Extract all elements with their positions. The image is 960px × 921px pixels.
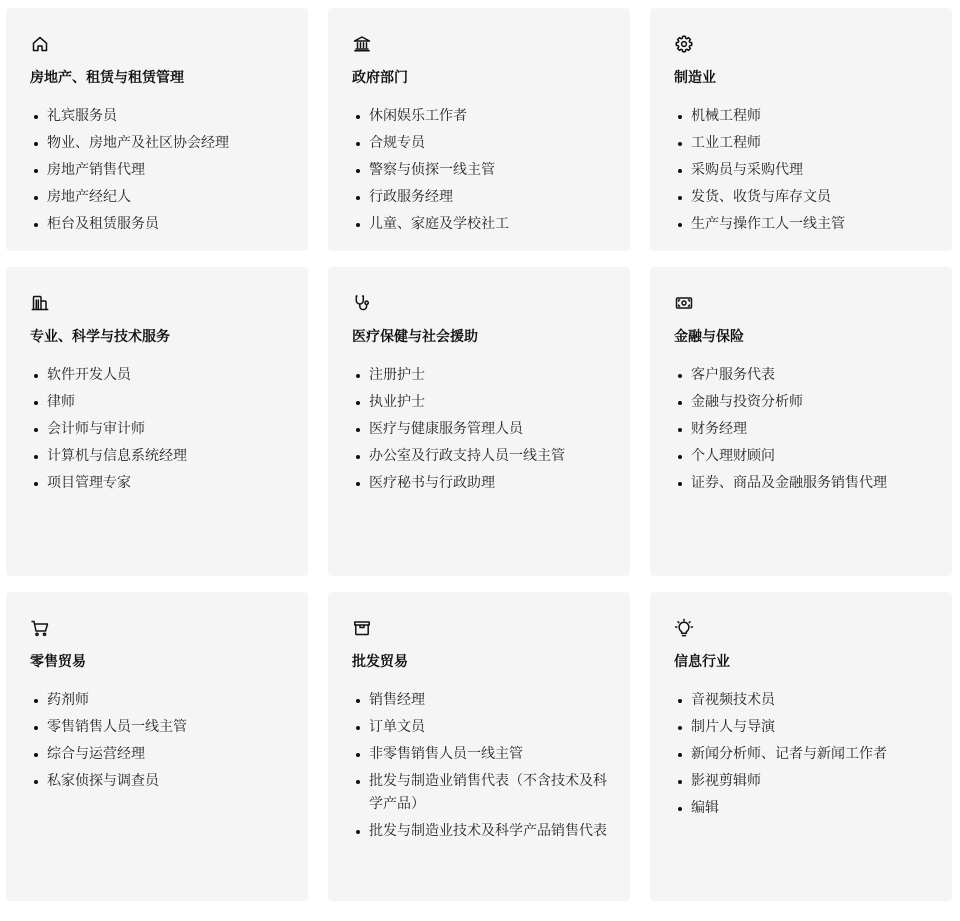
card-real-estate: [6, 8, 308, 251]
card-title: 批发贸易: [352, 654, 408, 670]
job-item: 合规专员: [352, 132, 612, 155]
job-item: 药剂师: [30, 689, 290, 712]
job-list: [674, 364, 934, 495]
home-icon: [30, 34, 50, 54]
job-item: 发货、收货与库存文员: [674, 186, 934, 209]
job-list: [30, 105, 290, 236]
shopping-cart-icon: [30, 618, 50, 638]
card-government: [328, 8, 630, 251]
job-list: [674, 105, 934, 236]
job-list: [352, 364, 612, 495]
job-item: 新闻分析师、记者与新闻工作者: [674, 743, 934, 766]
bank-icon: [352, 34, 372, 54]
job-item: 个人理财顾问: [674, 445, 934, 468]
job-item: 编辑: [674, 797, 934, 820]
card-title: 房地产、租赁与租赁管理: [30, 70, 184, 86]
gear-icon: [674, 34, 694, 54]
job-item: 采购员与采购代理: [674, 159, 934, 182]
job-item: 项目管理专家: [30, 472, 290, 495]
card-title: 零售贸易: [30, 654, 86, 670]
job-item: 销售经理: [352, 689, 612, 712]
card-title: 金融与保险: [674, 329, 744, 345]
job-item: 机械工程师: [674, 105, 934, 128]
box-icon: [352, 618, 372, 638]
job-item: 证券、商品及金融服务销售代理: [674, 472, 934, 495]
building-icon: [30, 293, 50, 313]
job-list: [30, 689, 290, 793]
job-list: [352, 105, 612, 236]
job-item: 计算机与信息系统经理: [30, 445, 290, 468]
job-item: 医疗与健康服务管理人员: [352, 418, 612, 441]
card-wholesale: [328, 592, 630, 901]
stethoscope-icon: [352, 293, 372, 313]
card-finance: [650, 267, 952, 576]
industry-grid: [6, 8, 952, 901]
job-item: 音视频技术员: [674, 689, 934, 712]
job-item: 会计师与审计师: [30, 418, 290, 441]
job-item: 财务经理: [674, 418, 934, 441]
card-title: 信息行业: [674, 654, 730, 670]
job-item: 制片人与导演: [674, 716, 934, 739]
card-healthcare: [328, 267, 630, 576]
job-item: 金融与投资分析师: [674, 391, 934, 414]
card-title: 专业、科学与技术服务: [30, 329, 170, 345]
card-title: 医疗保健与社会援助: [352, 329, 478, 345]
job-list: [674, 689, 934, 820]
job-item: 柜台及租赁服务员: [30, 213, 290, 236]
job-item: 工业工程师: [674, 132, 934, 155]
lightbulb-icon: [674, 618, 694, 638]
card-manufacturing: [650, 8, 952, 251]
job-item: 私家侦探与调查员: [30, 770, 290, 793]
banknote-icon: [674, 293, 694, 313]
card-professional-services: [6, 267, 308, 576]
card-title: 政府部门: [352, 70, 408, 86]
job-item: 执业护士: [352, 391, 612, 414]
job-item: 批发与制造业技术及科学产品销售代表: [352, 820, 612, 843]
job-item: 物业、房地产及社区协会经理: [30, 132, 290, 155]
job-item: 房地产经纪人: [30, 186, 290, 209]
job-item: 零售销售人员一线主管: [30, 716, 290, 739]
job-item: 房地产销售代理: [30, 159, 290, 182]
job-item: 办公室及行政支持人员一线主管: [352, 445, 612, 468]
job-item: 非零售销售人员一线主管: [352, 743, 612, 766]
job-item: 订单文员: [352, 716, 612, 739]
job-list: [30, 364, 290, 495]
job-item: 休闲娱乐工作者: [352, 105, 612, 128]
card-title: 制造业: [674, 70, 716, 86]
job-item: 生产与操作工人一线主管: [674, 213, 934, 236]
job-item: 律师: [30, 391, 290, 414]
job-item: 医疗秘书与行政助理: [352, 472, 612, 495]
job-item: 警察与侦探一线主管: [352, 159, 612, 182]
job-item: 礼宾服务员: [30, 105, 290, 128]
card-information: [650, 592, 952, 901]
job-item: 儿童、家庭及学校社工: [352, 213, 612, 236]
job-item: 批发与制造业销售代表（不含技术及科学产品）: [352, 770, 612, 816]
job-item: 行政服务经理: [352, 186, 612, 209]
job-item: 注册护士: [352, 364, 612, 387]
job-item: 客户服务代表: [674, 364, 934, 387]
card-retail: [6, 592, 308, 901]
job-list: [352, 689, 612, 843]
job-item: 影视剪辑师: [674, 770, 934, 793]
job-item: 软件开发人员: [30, 364, 290, 387]
job-item: 综合与运营经理: [30, 743, 290, 766]
